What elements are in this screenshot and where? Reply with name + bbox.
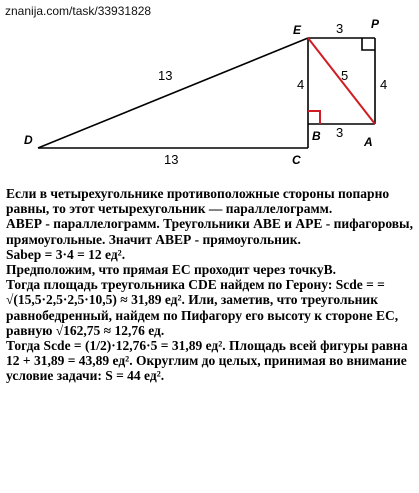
vertex-label-e: E [293,23,302,37]
solution-line: АВЕР - параллелограмм. Треугольники АВЕ и АРЕ - пифагоровы, прямоугольные. Значит АВЕР - прямоугольник. [6,216,413,247]
solution-line: Sabep = 3·4 = 12 ед². [6,246,126,262]
solution-line: Если в четырехугольнике противоположные стороны попарно равны, то этот четырехугольник — параллелограмм. [6,186,390,217]
solution-text [6,186,416,384]
solution-line: Тогда площадь треугольника CDE найдем по Герону: Scde = = √(15,5·2,5·2,5·10,5) ≈ 31,89 ед². Или, заметив, что треугольник равнобедренный, найдем по Пифагору его высоту к стороне ЕС, равную √162,75 ≈ 12,76 ед. [6,277,399,338]
vertex-label-c: C [292,153,301,167]
solution-line: Тогда Scde = (1/2)·12,76·5 = 31,89 ед². Площадь всей фигуры равна 12 + 31,89 = 43,89 ед². Округлим до целых, принимая во внимание условие задачи: S = 44 ед². [6,338,408,384]
side-de [38,38,308,148]
right-angle-b [308,111,320,124]
source-url: znanija.com/task/33931828 [5,4,152,18]
figure-outline [38,38,375,148]
length-label-ep: 3 [336,21,344,36]
right-angle-p [362,38,375,50]
length-label-eb: 4 [297,77,305,92]
vertex-label-a: A [364,135,373,149]
vertex-label-p: P [371,17,380,31]
length-label-pa: 4 [380,77,388,92]
vertex-label-b: B [312,129,321,143]
length-label-dc: 13 [164,152,179,167]
solution-line: Предположим, что прямая ЕС проходит через точкуB. [6,262,336,278]
length-label-ba: 3 [336,125,344,140]
vertex-label-d: D [24,133,33,147]
length-label-de: 13 [158,68,173,83]
length-label-ea: 5 [341,68,349,83]
geometry-figure [0,0,419,185]
